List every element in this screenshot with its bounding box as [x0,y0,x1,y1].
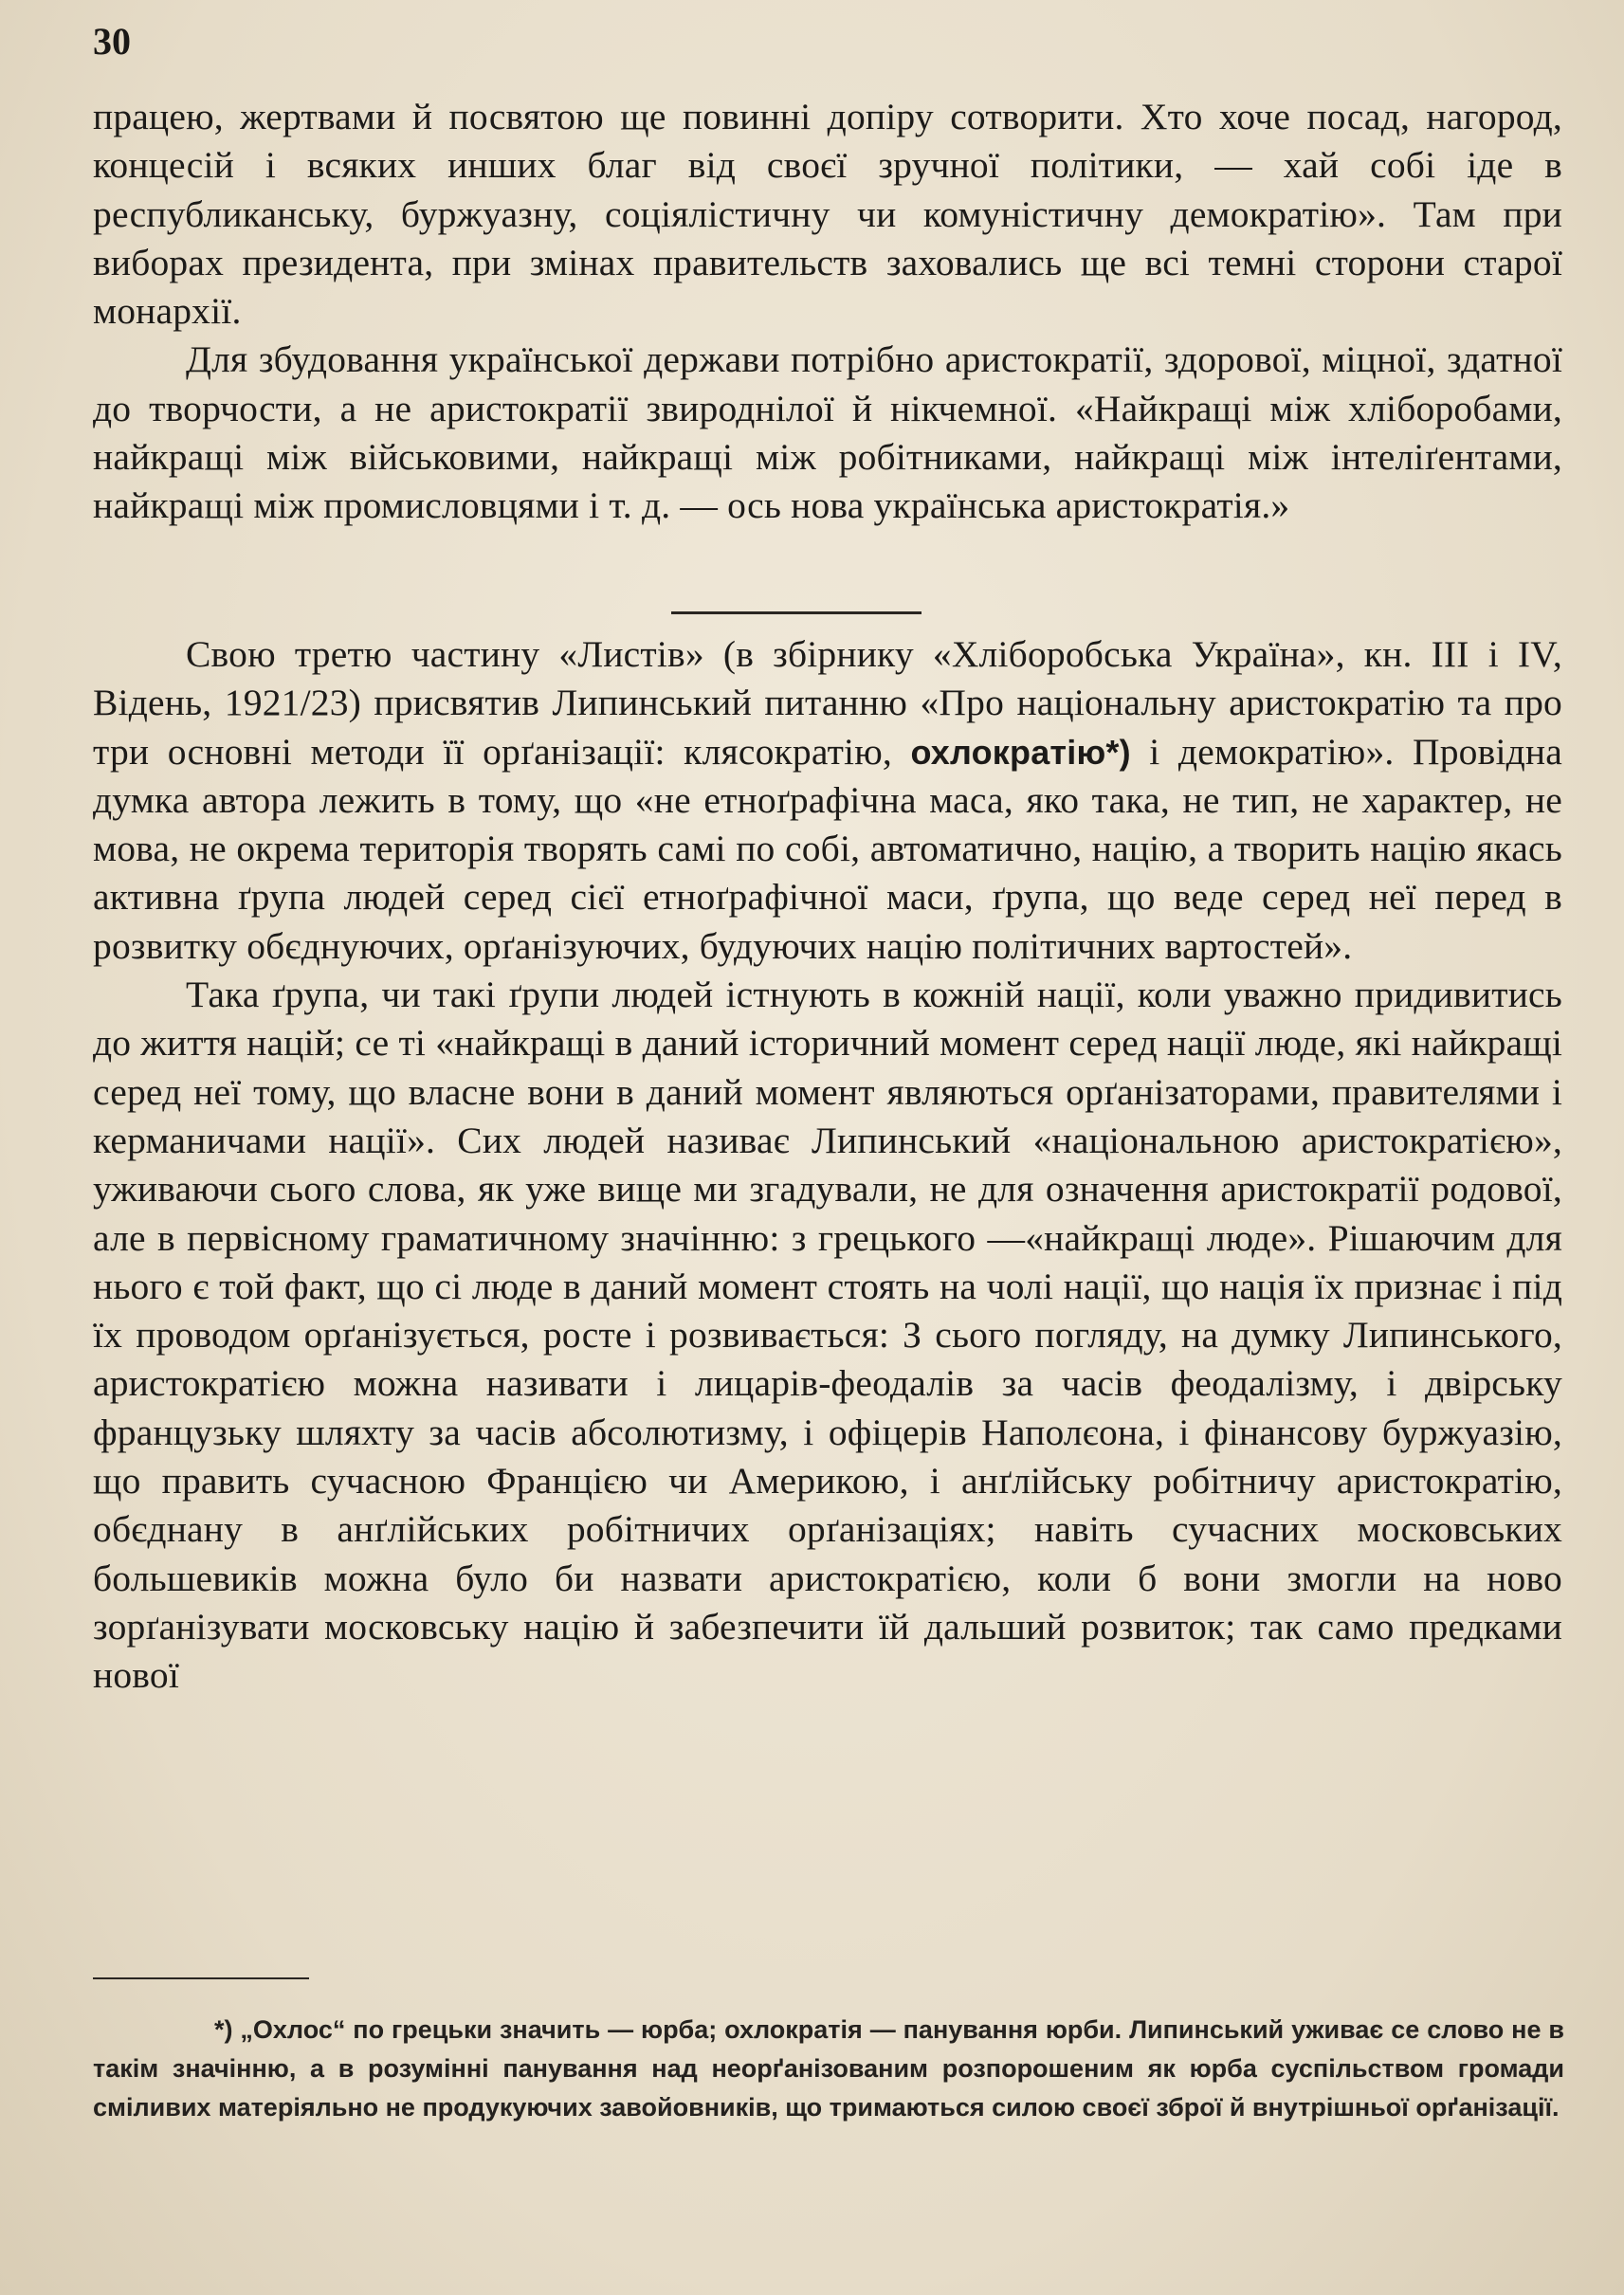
paragraph-2: Для збудовання української держави потрібно аристократії, здорової, міцної, здатної до творчости, а не аристократії звироднілої й нікчемної. «Найкращі між хліборобами, найкращі між військовими, найкращі між робітниками, найкращі між інтеліґентами, найкращі між промисловцями і т. д. — ось нова українська аристократія.» [93,338,1562,527]
footnote-term-ochlocracy: охлократію*) [910,732,1131,772]
section-divider [671,611,921,614]
paragraph-3-part-2: і демократію». Провідна думка автора лежить в тому, що «не етноґрафічна маса, яко така, не тип, не характер, не мова, не окрема територія творять самі по собі, автоматично, націю, а творить націю якась активна ґрупа людей серед сієї етноґрафічної маси, ґрупа, що веде серед неї перед в розвитку обєднуючих, орґанізуючих, будуючих націю політичних вартостей». [93,730,1562,967]
page-number: 30 [93,20,131,63]
paragraph-3 [93,630,1562,971]
paragraph-1: працею, жертвами й посвятою ще повинні допіру сотворити. Хто хоче посад, нагород, концесій і всяких инших благ від своєї зручної політики, — хай собі іде в республиканську, буржуазну, соціялістичну чи комуністичну демократію». Там при виборах президента, при змінах правительств заховались ще всі темні сторони старої монархії. [93,96,1562,333]
paragraph-3-part-1: Свою третю частину «Листів» (в збірнику «Хліборобська Україна», кн. III і IV, Відень, 1921/23) присвятив Липинський питанню «Про національну аристократію та про три основні методи її орґанізації: клясократію, [93,633,1562,773]
text-block-top [93,93,1562,531]
footnote [93,2011,1564,2127]
footnote-divider [93,1977,309,1979]
paragraph-4: Така ґрупа, чи такі ґрупи людей істнують в кожній нації, коли уважно придивитись до життя націй; се ті «найкращі в даний історичний момент серед нації люде, які найкращі серед неї тому, що власне вони в даний момент являються орґанізаторами, правителями і керманичами нації». Сих людей називає Липинський «національною аристократією», уживаючи сього слова, як уже вище ми згадували, не для означення аристократії родової, але в первісному граматичному значінню: з грецького —«найкращі люде». Рішаючим для нього є той факт, що сі люде в даний момент стоять на чолі нації, що нація їх признає і під їх проводом орґанізується, росте і розвивається: З сього погляду, на думку Липинського, аристократією можна називати і лицарів-феодалів за часів феодалізму, і двірську французьку шляхту за часів абсолютизму, і офіцерів Наполєона, і фінансову буржуазію, що править сучасною Францією чи Америкою, і анґлійську робітничу аристократію, обєднану в анґлійських робітничих орґанізаціях; навіть сучасних московських большевиків можна було би назвати аристократією, коли б вони змогли на ново зорґанізувати московську націю й забезпечити їй дальший розвиток; так само предками нової [93,974,1562,1697]
text-block-main [93,630,1562,1701]
footnote-text: *) „Охлос“ по грецьки значить — юрба; охлократія — панування юрби. Липинський уживає се слово не в такім значінню, а в розумінні панування над неорґанізованим розпорошеним як юрба суспільством громади сміливих матеріяльно не продукуючих завойовників, що тримаються силою своєї зброї й внутрішньої орґанізації. [93,2015,1564,2122]
